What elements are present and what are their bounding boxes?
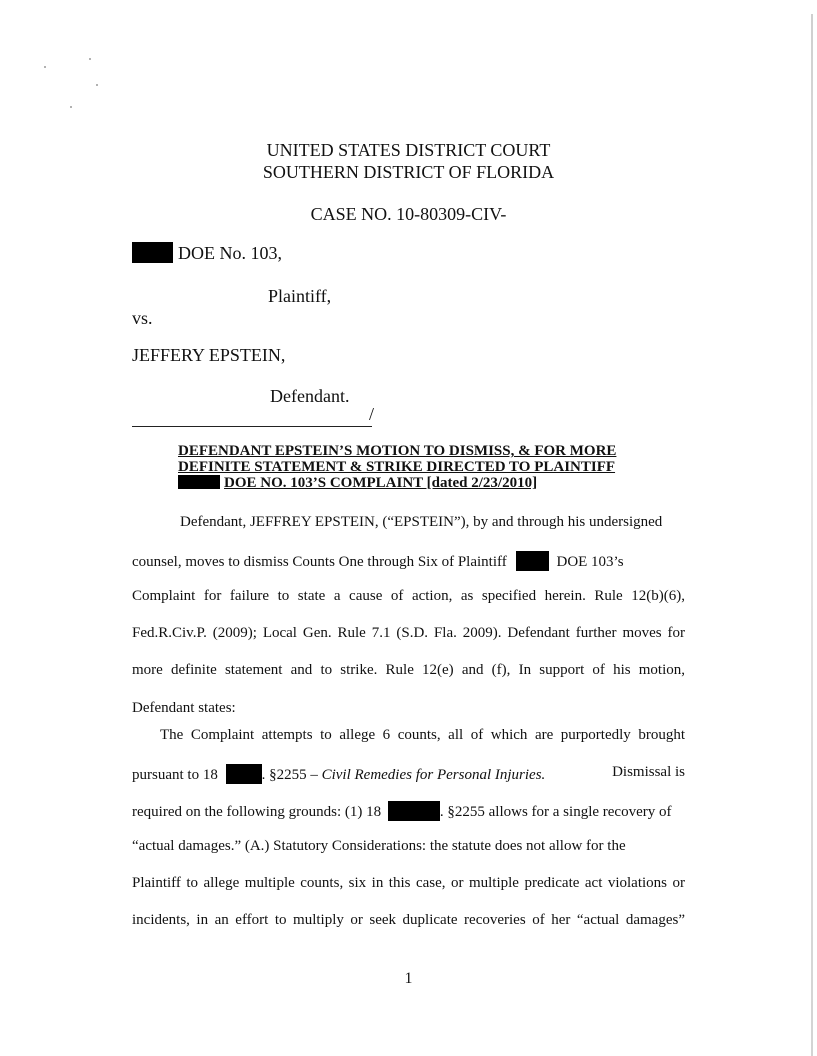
text-line: Defendant states: [132,700,236,716]
redaction-bar [388,801,440,821]
text-line: pursuant to 18 . §2255 – Civil Remedies for Personal Injuries. Dismissal is [132,764,685,783]
text-line: counsel, moves to dismiss Counts One through Six of Plaintiff DOE 103’s [132,551,685,571]
title-line-2: DEFINITE STATEMENT & STRIKE DIRECTED TO PLAINTIFF [178,459,616,475]
text-line: Fed.R.Civ.P. (2009); Local Gen. Rule 7.1 (S.D. Fla. 2009). Defendant further moves for [132,625,685,641]
title-line-3: DOE NO. 103’S COMPLAINT [dated 2/23/2010] [178,475,648,491]
scan-speck [44,66,46,68]
text-line: Defendant, JEFFREY EPSTEIN, (“EPSTEIN”), by and through his undersigned [180,514,663,530]
caption-rule [132,426,372,427]
text-line: Plaintiff to allege multiple counts, six in this case, or multiple predicate act violations or [132,875,685,891]
text-line: more definite statement and to strike. Rule 12(e) and (f), In support of his motion, [132,662,685,678]
scan-speck [70,106,72,108]
redaction-bar [226,764,262,784]
defendant-role: Defendant. [270,386,350,406]
text-line: Complaint for failure to state a cause of action, as specified herein. Rule 12(b)(6), [132,588,685,604]
caption-slash: / [369,404,375,424]
plaintiff-role: Plaintiff, [268,286,332,306]
title-line-1: DEFENDANT EPSTEIN’S MOTION TO DISMISS, & FOR MORE [178,443,617,459]
motion-title [178,443,648,491]
scan-speck [96,84,98,86]
page-number: 1 [404,970,413,987]
redaction-bar [516,551,549,571]
text-line: “actual damages.” (A.) Statutory Considerations: the statute does not allow for the [132,838,626,854]
defendant-name: JEFFERY EPSTEIN, [132,345,286,365]
plaintiff-caption [132,242,282,264]
scan-speck [89,58,91,60]
court-name-line2: SOUTHERN DISTRICT OF FLORIDA [262,162,555,182]
text-line: incidents, in an effort to multiply or seek duplicate recoveries of her “actual damages” [132,912,685,928]
text-line: The Complaint attempts to allege 6 counts, all of which are purportedly brought [160,727,685,743]
text-line: required on the following grounds: (1) 18 . §2255 allows for a single recovery of [132,801,685,821]
court-name-line1: UNITED STATES DISTRICT COURT [266,140,551,160]
plaintiff-name: DOE No. 103, [178,243,282,263]
case-number: CASE NO. 10-80309-CIV- [310,204,507,224]
versus-label: vs. [132,308,153,328]
redaction-bar [178,475,220,489]
redaction-bar [132,242,173,263]
